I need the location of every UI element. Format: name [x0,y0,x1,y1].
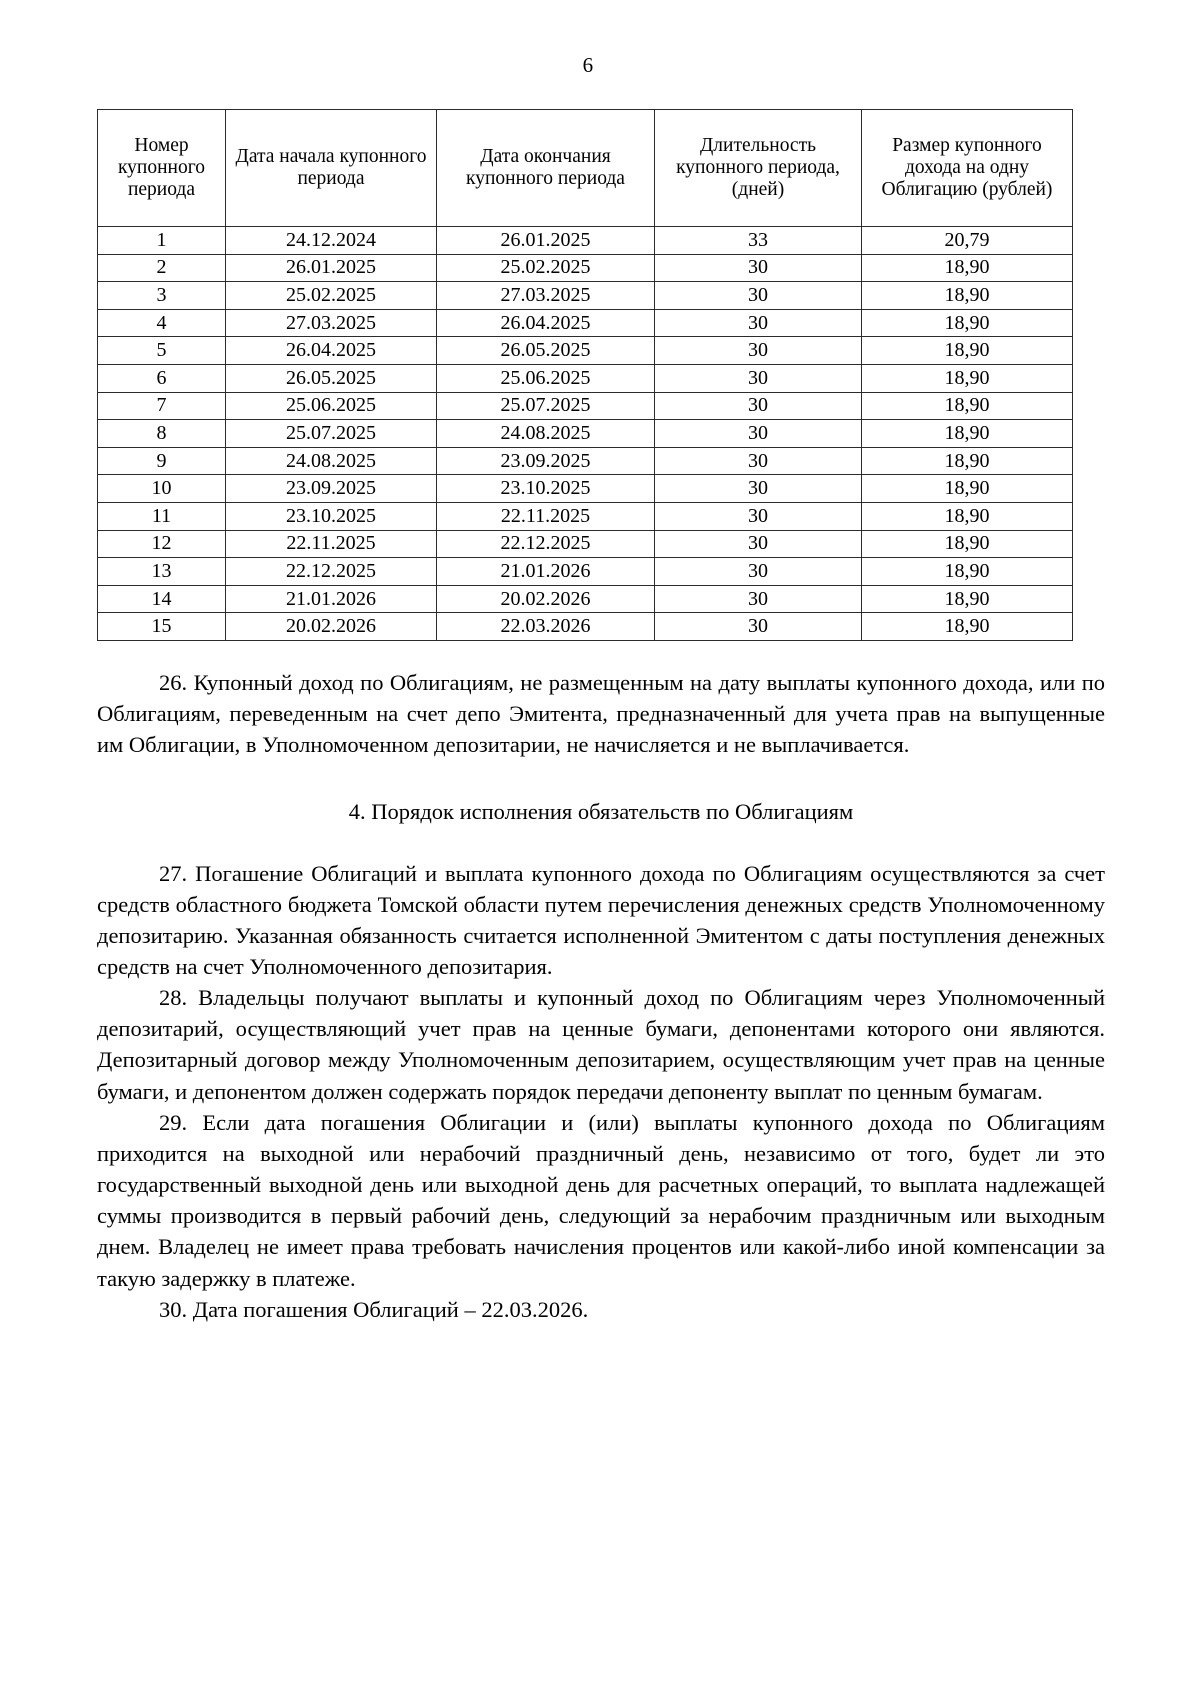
cell-period-number: 14 [98,585,226,613]
cell-coupon-amount: 18,90 [862,502,1073,530]
cell-period-number: 9 [98,447,226,475]
paragraph-29: 29. Если дата погашения Облигации и (или) выплаты купонного дохода по Облигациям приходится на выходной или нерабочий праздничный день, независимо от того, будет ли это государственный выходной день или выходной день для расчетных операций, то выплата надлежащей суммы производится в первый рабочий день, следующий за нерабочим праздничным или выходным днем. Владелец не имеет права требовать начисления процентов или какой-либо иной компенсации за такую задержку в платеже. [97,1109,1105,1291]
table-row [98,475,1073,503]
coupon-schedule-table [97,109,1073,641]
table-row [98,364,1073,392]
cell-period-duration: 30 [655,530,862,558]
cell-coupon-amount: 18,90 [862,254,1073,282]
table-row [98,447,1073,475]
table-header-row [98,110,1073,227]
cell-period-duration: 30 [655,364,862,392]
table-row [98,254,1073,282]
cell-period-end: 22.12.2025 [437,530,655,558]
table-row [98,502,1073,530]
page-number: 6 [582,53,594,77]
cell-period-duration: 30 [655,254,862,282]
table-row [98,392,1073,420]
cell-period-start: 22.11.2025 [226,530,437,558]
cell-period-number: 10 [98,475,226,503]
cell-coupon-amount: 18,90 [862,613,1073,641]
cell-period-duration: 30 [655,502,862,530]
cell-period-start: 24.12.2024 [226,227,437,255]
cell-coupon-amount: 18,90 [862,585,1073,613]
cell-period-number: 6 [98,364,226,392]
section-heading-4: 4. Порядок исполнения обязательств по Облигациям [348,799,854,825]
cell-coupon-amount: 18,90 [862,530,1073,558]
column-header-period-start: Дата начала купонного периода [226,110,437,227]
cell-period-number: 7 [98,392,226,420]
cell-coupon-amount: 20,79 [862,227,1073,255]
cell-period-start: 22.12.2025 [226,558,437,586]
cell-period-end: 22.03.2026 [437,613,655,641]
table-header [98,110,1073,227]
cell-coupon-amount: 18,90 [862,364,1073,392]
cell-period-end: 20.02.2026 [437,585,655,613]
cell-period-start: 20.02.2026 [226,613,437,641]
cell-period-duration: 30 [655,585,862,613]
cell-period-duration: 30 [655,558,862,586]
cell-period-number: 8 [98,420,226,448]
table-row [98,227,1073,255]
cell-period-number: 12 [98,530,226,558]
paragraph-30: 30. Дата погашения Облигаций – 22.03.2026. [159,1296,589,1322]
column-header-period-end: Дата окончания купонного периода [437,110,655,227]
paragraph-26: 26. Купонный доход по Облигациям, не размещенным на дату выплаты купонного дохода, или по Облигациям, переведенным на счет депо Эмитента, предназначенный для учета прав на выпущенные им Облигации, в Уполномоченном депозитарии, не начисляется и не выплачивается. [97,669,1105,758]
table-row [98,558,1073,586]
cell-period-start: 26.01.2025 [226,254,437,282]
cell-period-end: 25.06.2025 [437,364,655,392]
cell-period-start: 25.06.2025 [226,392,437,420]
cell-period-number: 13 [98,558,226,586]
cell-period-number: 1 [98,227,226,255]
cell-period-duration: 30 [655,475,862,503]
table-body [98,227,1073,641]
column-header-period-duration: Длительность купонного периода, (дней) [655,110,862,227]
cell-period-start: 23.09.2025 [226,475,437,503]
cell-period-duration: 33 [655,227,862,255]
cell-period-end: 21.01.2026 [437,558,655,586]
column-header-period-number: Номер купонного периода [98,110,226,227]
cell-period-duration: 30 [655,337,862,365]
cell-coupon-amount: 18,90 [862,392,1073,420]
cell-period-start: 21.01.2026 [226,585,437,613]
cell-coupon-amount: 18,90 [862,447,1073,475]
cell-period-number: 11 [98,502,226,530]
cell-period-number: 15 [98,613,226,641]
cell-period-end: 23.09.2025 [437,447,655,475]
cell-period-end: 26.01.2025 [437,227,655,255]
table-row [98,282,1073,310]
cell-period-end: 25.02.2025 [437,254,655,282]
cell-period-duration: 30 [655,309,862,337]
cell-period-end: 26.04.2025 [437,309,655,337]
cell-period-number: 5 [98,337,226,365]
table-row [98,585,1073,613]
cell-coupon-amount: 18,90 [862,558,1073,586]
table-row [98,309,1073,337]
cell-period-duration: 30 [655,420,862,448]
coupon-schedule-table-container [0,109,1200,641]
cell-coupon-amount: 18,90 [862,475,1073,503]
cell-coupon-amount: 18,90 [862,282,1073,310]
cell-coupon-amount: 18,90 [862,309,1073,337]
cell-coupon-amount: 18,90 [862,337,1073,365]
cell-period-start: 25.07.2025 [226,420,437,448]
document-body [0,667,1200,1325]
cell-period-duration: 30 [655,282,862,310]
cell-period-start: 26.05.2025 [226,364,437,392]
cell-period-duration: 30 [655,392,862,420]
cell-coupon-amount: 18,90 [862,420,1073,448]
cell-period-start: 27.03.2025 [226,309,437,337]
table-row [98,530,1073,558]
table-row [98,420,1073,448]
cell-period-number: 3 [98,282,226,310]
cell-period-end: 26.05.2025 [437,337,655,365]
table-row [98,613,1073,641]
cell-period-duration: 30 [655,613,862,641]
cell-period-end: 24.08.2025 [437,420,655,448]
paragraph-28: 28. Владельцы получают выплаты и купонный доход по Облигациям через Уполномоченный депозитарий, осуществляющий учет прав на ценные бумаги, депонентами которого они являются. Депозитарный договор между Уполномоченным депозитарием, осуществляющим учет прав на ценные бумаги, и депонентом должен содержать порядок передачи депоненту выплат по ценным бумагам. [97,985,1105,1104]
cell-period-start: 25.02.2025 [226,282,437,310]
cell-period-start: 23.10.2025 [226,502,437,530]
cell-period-end: 25.07.2025 [437,392,655,420]
paragraph-27: 27. Погашение Облигаций и выплата купонного дохода по Облигациям осуществляются за счет средств областного бюджета Томской области путем перечисления денежных средств Уполномоченному депозитарию. Указанная обязанность считается исполненной Эмитентом с даты поступления денежных средств на счет Уполномоченного депозитария. [97,860,1105,979]
cell-period-duration: 30 [655,447,862,475]
table-row [98,337,1073,365]
column-header-coupon-amount: Размер купонного дохода на одну Облигацию (рублей) [862,110,1073,227]
cell-period-start: 24.08.2025 [226,447,437,475]
cell-period-end: 27.03.2025 [437,282,655,310]
cell-period-end: 23.10.2025 [437,475,655,503]
cell-period-number: 4 [98,309,226,337]
cell-period-start: 26.04.2025 [226,337,437,365]
cell-period-number: 2 [98,254,226,282]
cell-period-end: 22.11.2025 [437,502,655,530]
